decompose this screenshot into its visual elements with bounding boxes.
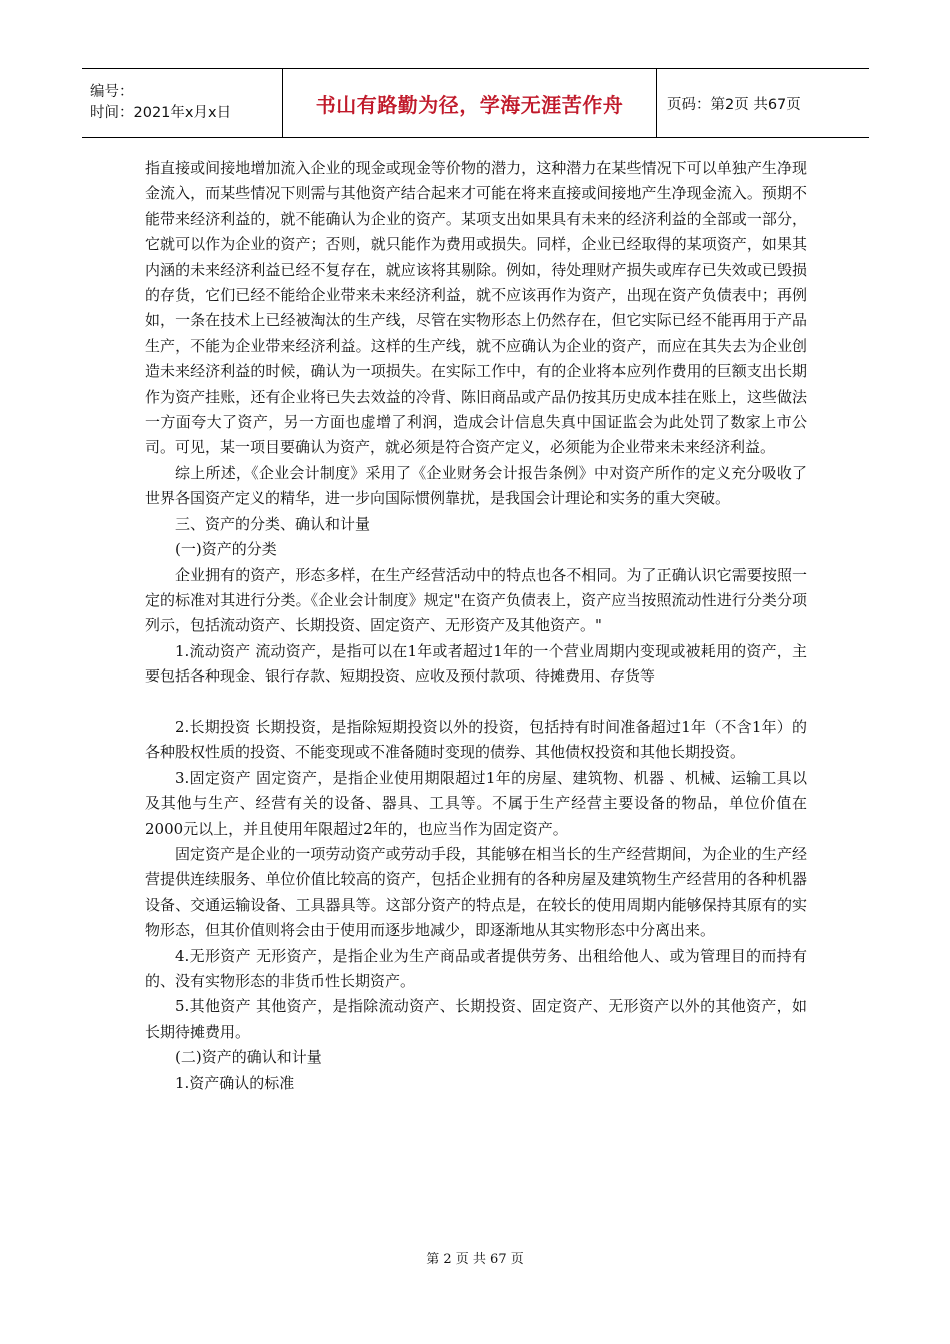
section-heading-3: 三、资产的分类、确认和计量 <box>175 514 371 533</box>
page-footer: 第 2 页 共 67 页 <box>426 1252 524 1267</box>
document-date: 时间：2021年x月x日 <box>90 105 232 121</box>
header-motto: 书山有路勤为径，学海无涯苦作舟 <box>283 69 657 137</box>
paragraph-summary: 综上所述，《企业会计制度》采用了《企业财务会计报告条例》中对资产所作的定义充分吸收了世界各国资产定义的精华，进一步向国际惯例靠扰，是我国会计理论和实务的重大突破。 <box>145 463 807 508</box>
document-number: 编号： <box>90 84 134 100</box>
document-body <box>145 156 807 1096</box>
paragraph-current-assets: 1.流动资产 流动资产，是指可以在1年或者超过1年的一个营业周期内变现或被耗用的资产，主要包括各种现金、银行存款、短期投资、应收及预付款项、待摊费用、存货等 <box>145 641 807 686</box>
paragraph-classification: 企业拥有的资产，形态多样，在生产经营活动中的特点也各不相同。为了正确认识它需要按照一定的标准对其进行分类。《企业会计制度》规定"在资产负债表上，资产应当按照流动性进行分类分项列示，包括流动资产、长期投资、固定资产、无形资产及其他资产。" <box>145 565 807 635</box>
page-header <box>82 68 869 138</box>
item-heading-1: 1.资产确认的标准 <box>175 1073 295 1092</box>
subsection-heading-2: (二)资产的确认和计量 <box>175 1048 322 1067</box>
header-meta <box>82 69 283 137</box>
header-page-info: 页码：第2页 共67页 <box>667 96 801 113</box>
paragraph-asset-economic-benefit: 指直接或间接地增加流入企业的现金或现金等价物的潜力，这种潜力在某些情况下可以单独产生净现金流入，而某些情况下则需与其他资产结合起来才可能在将来直接或间接地产生净现金流入。预期不能带来经济利益的，就不能确认为企业的资产。某项支出如果具有未来的经济利益的全部或一部分，它就可以作为企业的资产；否则，就只能作为费用或损失。同样，企业已经取得的某项资产，如果其内涵的未来经济利益已经不复存在，就应该将其剔除。例如，待处理财产损失或库存已失效或已毁损的存货，它们已经不能给企业带来未来经济利益，就不应该再作为资产，出现在资产负债表中；再例如，一条在技术上已经被淘汰的生产线，尽管在实物形态上仍然存在，但它实际已经不能再用于产品生产，不能为企业带来经济利益。这样的生产线，就不应确认为企业的资产，而应在其失去为企业创造未来经济利益的时候，确认为一项损失。在实际工作中，有的企业将本应列作费用的巨额支出长期作为资产挂账，还有企业将已失去效益的冷背、陈旧商品或产品仍按其历史成本挂在账上，这些做法一方面夸大了资产，另一方面也虚增了利润，造成会计信息失真中国证监会为此处罚了数家上市公司。可见，某一项目要确认为资产，就必须是符合资产定义，必须能为企业带来未来经济利益。 <box>145 159 807 457</box>
paragraph-other-assets: 5.其他资产 其他资产，是指除流动资产、长期投资、固定资产、无形资产以外的其他资产，如长期待摊费用。 <box>145 997 807 1041</box>
paragraph-fixed-assets: 3.固定资产 固定资产，是指企业使用期限超过1年的房屋、建筑物、机器 、机械、运输工具以及其他与生产、经营有关的设备、器具、工具等。不属于生产经营主要设备的物品，单位价值在2000元以上，并且使用年限超过2年的，也应当作为固定资产。 <box>145 768 807 838</box>
blank-line <box>145 690 807 715</box>
paragraph-long-term-investment: 2.长期投资 长期投资，是指除短期投资以外的投资，包括持有时间准备超过1年（不含1年）的各种股权性质的投资、不能变现或不准备随时变现的债券、其他债权投资和其他长期投资。 <box>145 717 807 762</box>
paragraph-intangible-assets: 4.无形资产 无形资产，是指企业为生产商品或者提供劳务、出租给他人、或为管理目的而持有的、没有实物形态的非货币性长期资产。 <box>145 946 807 990</box>
paragraph-fixed-assets-detail: 固定资产是企业的一项劳动资产或劳动手段，其能够在相当长的生产经营期间，为企业的生产经营提供连续服务、单位价值比较高的资产，包括企业拥有的各种房屋及建筑物生产经营用的各种机器设备、交通运输设备、工具器具等。这部分资产的特点是，在较长的使用周期内能够保持其原有的实物形态，但其价值则将会由于使用而逐步地减少，即逐渐地从其实物形态中分离出来。 <box>145 844 807 940</box>
subsection-heading-1: (一)资产的分类 <box>175 540 277 559</box>
